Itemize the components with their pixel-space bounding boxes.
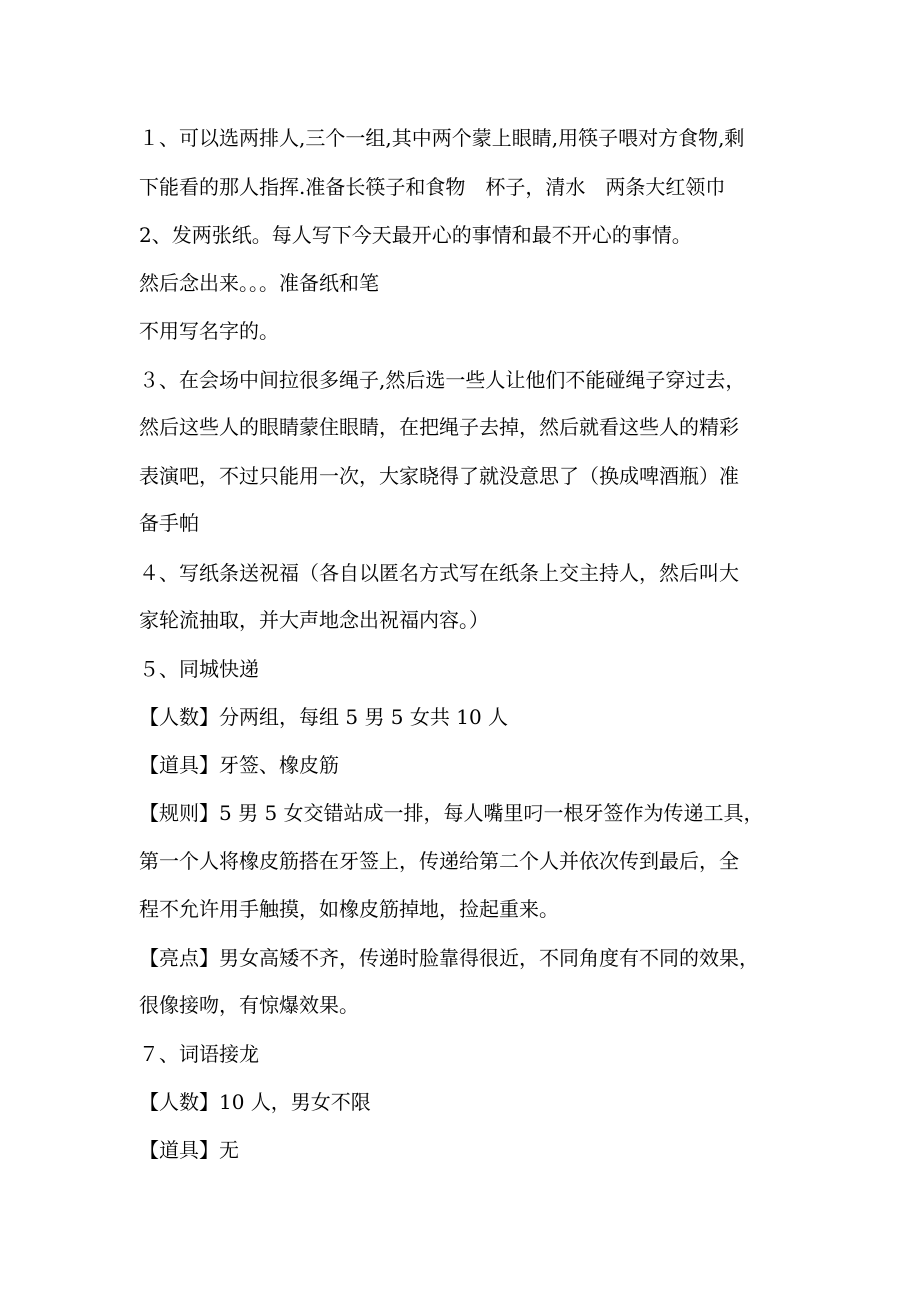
text-line: 家轮流抽取，并大声地念出祝福内容。） [139,608,489,632]
text-line: 2、发两张纸。每人写下今天最开心的事情和最不开心的事情。 [139,223,692,247]
text-line: 【人数】分两组，每组 5 男 5 女共 10 人 [139,705,509,729]
text-line: 【道具】无 [139,1138,239,1162]
text-line: ７、词语接龙 [139,1042,259,1066]
text-line: 【人数】10 人，男女不限 [139,1090,371,1114]
text-line: 表演吧，不过只能用一次，大家晓得了就没意思了（换成啤酒瓶）准 [139,464,739,488]
text-line: 第一个人将橡皮筋搭在牙签上，传递给第二个人并依次传到最后，全 [139,849,739,873]
text-line: 备手帕 [139,511,199,535]
text-line: 【规则】5 男 5 女交错站成一排，每人嘴里叼一根牙签作为传递工具， [139,801,764,825]
text-line: 不用写名字的。 [139,319,279,343]
text-line: ５、同城快递 [139,657,259,681]
text-line: ４、写纸条送祝福（各自以匿名方式写在纸条上交主持人，然后叫大 [139,561,739,585]
text-line: １、可以选两排人,三个一组,其中两个蒙上眼睛,用筷子喂对方食物,剩 [139,126,745,150]
text-line: 下能看的那人指挥.准备长筷子和食物 杯子，清水 两条大红领巾 [139,175,726,199]
text-line: 很像接吻，有惊爆效果。 [139,993,359,1017]
text-line: 【亮点】男女高矮不齐，传递时脸靠得很近，不同角度有不同的效果， [139,946,759,970]
text-line: 然后这些人的眼睛蒙住眼睛，在把绳子去掉，然后就看这些人的精彩 [139,415,739,439]
text-line: 然后念出来。。。准备纸和笔 [139,271,379,295]
text-line: ３、在会场中间拉很多绳子,然后选一些人让他们不能碰绳子穿过去， [139,368,746,392]
text-line: 【道具】牙签、橡皮筋 [139,753,339,777]
text-line: 程不允许用手触摸，如橡皮筋掉地，捡起重来。 [139,897,559,921]
